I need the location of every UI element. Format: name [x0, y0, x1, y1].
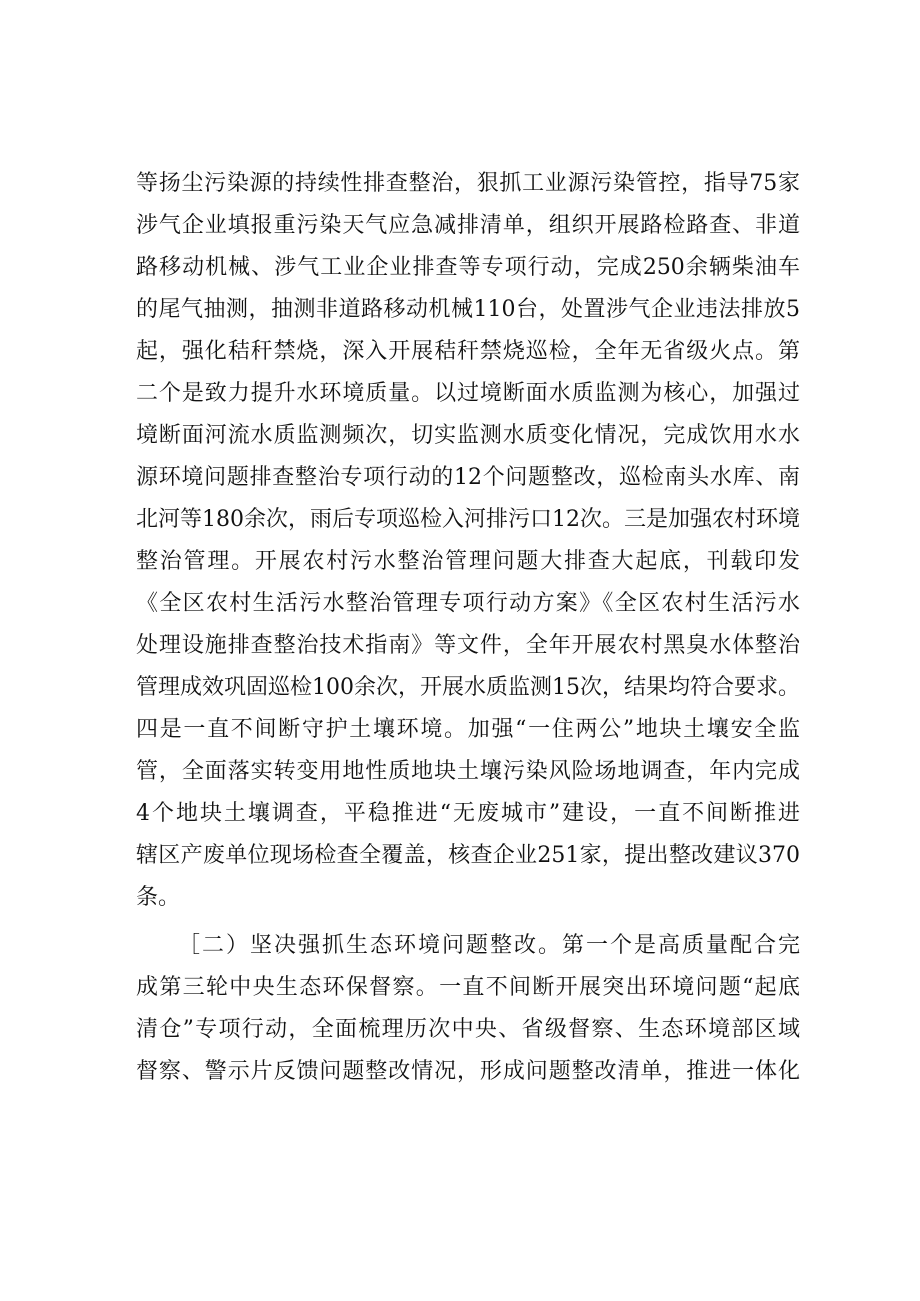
text-line: ［二）坚决强抓生态环境问题整改。第一个是高质量配合完 — [178, 933, 800, 958]
text-line: 二个是致力提升水环境质量。以过境断面水质监测为核心，加强过 — [136, 381, 800, 406]
text-line: 处理设施排查整治技术指南》等文件，全年开展农村黑臭水体整治 — [136, 633, 800, 658]
text-line: 督察、警示片反馈问题整改情况，形成问题整改清单，推进一体化 — [136, 1059, 800, 1084]
text-line: 的尾气抽测，抽测非道路移动机械110台，处置涉气企业违法排放5 — [136, 297, 800, 322]
text-line: 北河等180余次，雨后专项巡检入河排污口12次。三是加强农村环境 — [136, 507, 800, 532]
text-line: 起，强化秸秆禁烧，深入开展秸秆禁烧巡检，全年无省级火点。第 — [136, 339, 800, 364]
text-line: 成第三轮中央生态环保督察。一直不间断开展突出环境问题“起底 — [136, 975, 800, 1000]
text-line: 路移动机械、涉气工业企业排查等专项行动，完成250余辆柴油车 — [136, 255, 800, 280]
text-line: 管理成效巩固巡检100余次，开展水质监测15次，结果均符合要求。 — [136, 675, 800, 700]
text-line: 等扬尘污染源的持续性排查整治，狠抓工业源污染管控，指导75家 — [136, 171, 800, 196]
text-line: 4个地块土壤调查，平稳推进“无废城市”建设，一直不间断推进 — [136, 801, 800, 826]
text-line: 整治管理。开展农村污水整治管理问题大排查大起底，刊载印发 — [136, 549, 800, 574]
text-line: 四是一直不间断守护土壤环境。加强“一住两公”地块土壤安全监 — [136, 717, 800, 742]
text-line: 条。 — [136, 885, 181, 910]
text-line: 管，全面落实转变用地性质地块土壤污染风险场地调查，年内完成 — [136, 759, 800, 784]
text-line: 涉气企业填报重污染天气应急减排清单，组织开展路检路查、非道 — [136, 213, 800, 238]
text-line: 境断面河流水质监测频次，切实监测水质变化情况，完成饮用水水 — [136, 423, 800, 448]
text-line: 源环境问题排查整治专项行动的12个问题整改，巡检南头水库、南 — [136, 465, 800, 490]
text-line: 《全区农村生活污水整治管理专项行动方案》《全区农村生活污水 — [136, 591, 800, 616]
text-line: 辖区产废单位现场检查全覆盖，核查企业251家，提出整改建议370 — [136, 843, 800, 868]
text-line: 清仓”专项行动，全面梳理历次中央、省级督察、生态环境部区域 — [136, 1017, 800, 1042]
